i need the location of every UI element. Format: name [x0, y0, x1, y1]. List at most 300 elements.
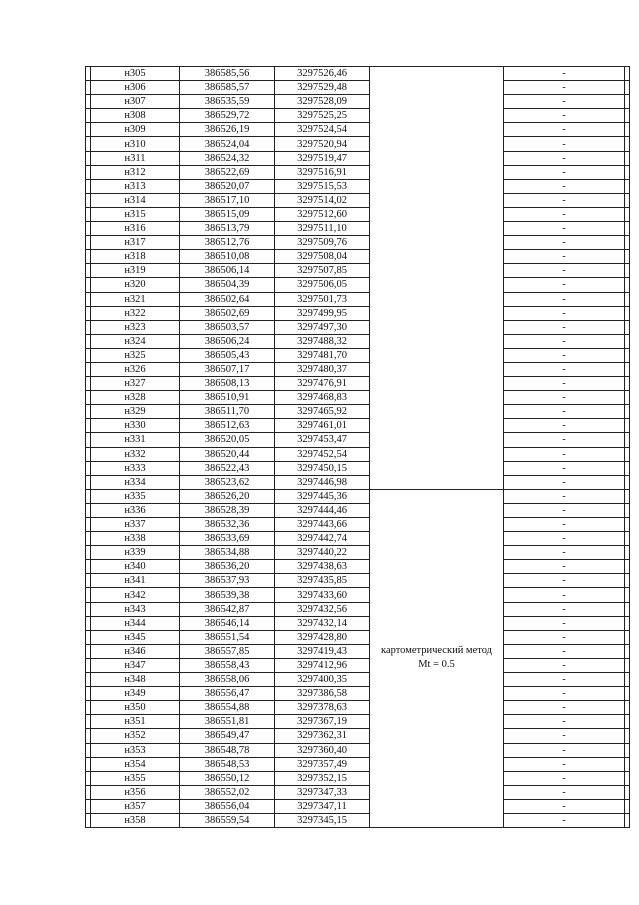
y-coordinate-cell: 3297461,01 — [275, 419, 370, 433]
mark-cell: - — [504, 546, 625, 560]
mark-cell: - — [504, 109, 625, 123]
y-coordinate-cell: 3297433,60 — [275, 588, 370, 602]
right-margin-cell — [625, 207, 630, 221]
table-row — [86, 95, 630, 109]
right-margin-cell — [625, 757, 630, 771]
mark-cell: - — [504, 813, 625, 827]
x-coordinate-cell: 386556,47 — [180, 687, 275, 701]
table-row — [86, 292, 630, 306]
right-margin-cell — [625, 715, 630, 729]
mark-cell: - — [504, 433, 625, 447]
y-coordinate-cell: 3297512,60 — [275, 207, 370, 221]
y-coordinate-cell: 3297445,36 — [275, 489, 370, 503]
point-id-cell: н313 — [91, 179, 180, 193]
right-margin-cell — [625, 264, 630, 278]
x-coordinate-cell: 386536,20 — [180, 560, 275, 574]
mark-cell: - — [504, 729, 625, 743]
mark-cell: - — [504, 207, 625, 221]
y-coordinate-cell: 3297367,19 — [275, 715, 370, 729]
y-coordinate-cell: 3297440,22 — [275, 546, 370, 560]
mark-cell: - — [504, 377, 625, 391]
point-id-cell: н340 — [91, 560, 180, 574]
x-coordinate-cell: 386548,78 — [180, 743, 275, 757]
table-row — [86, 433, 630, 447]
table-row — [86, 419, 630, 433]
table-row — [86, 574, 630, 588]
mark-cell: - — [504, 658, 625, 672]
y-coordinate-cell: 3297347,11 — [275, 799, 370, 813]
right-margin-cell — [625, 701, 630, 715]
table-row — [86, 123, 630, 137]
y-coordinate-cell: 3297519,47 — [275, 151, 370, 165]
x-coordinate-cell: 386522,43 — [180, 461, 275, 475]
x-coordinate-cell: 386550,12 — [180, 771, 275, 785]
right-margin-cell — [625, 813, 630, 827]
table-row — [86, 701, 630, 715]
point-id-cell: н326 — [91, 362, 180, 376]
y-coordinate-cell: 3297506,05 — [275, 278, 370, 292]
y-coordinate-cell: 3297528,09 — [275, 95, 370, 109]
x-coordinate-cell: 386523,62 — [180, 475, 275, 489]
mark-cell: - — [504, 715, 625, 729]
x-coordinate-cell: 386552,02 — [180, 785, 275, 799]
y-coordinate-cell: 3297507,85 — [275, 264, 370, 278]
point-id-cell: н309 — [91, 123, 180, 137]
y-coordinate-cell: 3297432,56 — [275, 602, 370, 616]
table-row — [86, 109, 630, 123]
mark-cell: - — [504, 588, 625, 602]
right-margin-cell — [625, 222, 630, 236]
y-coordinate-cell: 3297465,92 — [275, 405, 370, 419]
x-coordinate-cell: 386551,54 — [180, 630, 275, 644]
table-row — [86, 616, 630, 630]
right-margin-cell — [625, 95, 630, 109]
y-coordinate-cell: 3297481,70 — [275, 348, 370, 362]
mark-cell: - — [504, 193, 625, 207]
point-id-cell: н324 — [91, 334, 180, 348]
method-cell-empty — [370, 67, 504, 490]
y-coordinate-cell: 3297400,35 — [275, 673, 370, 687]
x-coordinate-cell: 386503,57 — [180, 320, 275, 334]
mark-cell: - — [504, 616, 625, 630]
point-id-cell: н330 — [91, 419, 180, 433]
point-id-cell: н338 — [91, 532, 180, 546]
table-row — [86, 729, 630, 743]
x-coordinate-cell: 386506,14 — [180, 264, 275, 278]
x-coordinate-cell: 386512,63 — [180, 419, 275, 433]
y-coordinate-cell: 3297529,48 — [275, 81, 370, 95]
right-margin-cell — [625, 405, 630, 419]
x-coordinate-cell: 386511,70 — [180, 405, 275, 419]
right-margin-cell — [625, 250, 630, 264]
table-row — [86, 560, 630, 574]
y-coordinate-cell: 3297386,58 — [275, 687, 370, 701]
table-row — [86, 179, 630, 193]
y-coordinate-cell: 3297357,49 — [275, 757, 370, 771]
right-margin-cell — [625, 236, 630, 250]
x-coordinate-cell: 386551,81 — [180, 715, 275, 729]
x-coordinate-cell: 386524,32 — [180, 151, 275, 165]
y-coordinate-cell: 3297508,04 — [275, 250, 370, 264]
point-id-cell: н353 — [91, 743, 180, 757]
mark-cell: - — [504, 362, 625, 376]
point-id-cell: н335 — [91, 489, 180, 503]
mark-cell: - — [504, 95, 625, 109]
table-row — [86, 771, 630, 785]
y-coordinate-cell: 3297412,96 — [275, 658, 370, 672]
mark-cell: - — [504, 81, 625, 95]
y-coordinate-cell: 3297501,73 — [275, 292, 370, 306]
mark-cell: - — [504, 503, 625, 517]
table-row — [86, 687, 630, 701]
right-margin-cell — [625, 673, 630, 687]
mark-cell: - — [504, 757, 625, 771]
point-id-cell: н350 — [91, 701, 180, 715]
x-coordinate-cell: 386533,69 — [180, 532, 275, 546]
coordinates-table-body — [86, 67, 630, 828]
right-margin-cell — [625, 560, 630, 574]
x-coordinate-cell: 386506,24 — [180, 334, 275, 348]
right-margin-cell — [625, 532, 630, 546]
coordinates-table-page — [85, 66, 630, 828]
right-margin-cell — [625, 67, 630, 81]
mark-cell: - — [504, 644, 625, 658]
table-row — [86, 151, 630, 165]
mark-cell: - — [504, 292, 625, 306]
point-id-cell: н343 — [91, 602, 180, 616]
x-coordinate-cell: 386542,87 — [180, 602, 275, 616]
right-margin-cell — [625, 123, 630, 137]
point-id-cell: н341 — [91, 574, 180, 588]
x-coordinate-cell: 386510,08 — [180, 250, 275, 264]
mark-cell: - — [504, 391, 625, 405]
x-coordinate-cell: 386558,06 — [180, 673, 275, 687]
right-margin-cell — [625, 334, 630, 348]
right-margin-cell — [625, 179, 630, 193]
right-margin-cell — [625, 278, 630, 292]
table-row — [86, 673, 630, 687]
right-margin-cell — [625, 799, 630, 813]
x-coordinate-cell: 386502,64 — [180, 292, 275, 306]
y-coordinate-cell: 3297444,46 — [275, 503, 370, 517]
x-coordinate-cell: 386548,53 — [180, 757, 275, 771]
point-id-cell: н317 — [91, 236, 180, 250]
point-id-cell: н322 — [91, 306, 180, 320]
y-coordinate-cell: 3297452,54 — [275, 447, 370, 461]
table-row — [86, 475, 630, 489]
right-margin-cell — [625, 616, 630, 630]
table-row — [86, 320, 630, 334]
point-id-cell: н307 — [91, 95, 180, 109]
y-coordinate-cell: 3297476,91 — [275, 377, 370, 391]
x-coordinate-cell: 386557,85 — [180, 644, 275, 658]
x-coordinate-cell: 386535,59 — [180, 95, 275, 109]
right-margin-cell — [625, 306, 630, 320]
right-margin-cell — [625, 729, 630, 743]
mark-cell: - — [504, 67, 625, 81]
point-id-cell: н333 — [91, 461, 180, 475]
method-note-cell: картометрический метод Mt = 0.5 — [370, 489, 504, 827]
x-coordinate-cell: 386512,76 — [180, 236, 275, 250]
mark-cell: - — [504, 334, 625, 348]
y-coordinate-cell: 3297428,80 — [275, 630, 370, 644]
mark-cell: - — [504, 264, 625, 278]
mark-cell: - — [504, 673, 625, 687]
point-id-cell: н347 — [91, 658, 180, 672]
mark-cell: - — [504, 222, 625, 236]
table-row — [86, 518, 630, 532]
table-row — [86, 207, 630, 221]
point-id-cell: н329 — [91, 405, 180, 419]
right-margin-cell — [625, 518, 630, 532]
point-id-cell: н334 — [91, 475, 180, 489]
table-row — [86, 348, 630, 362]
point-id-cell: н308 — [91, 109, 180, 123]
y-coordinate-cell: 3297345,15 — [275, 813, 370, 827]
table-row — [86, 715, 630, 729]
right-margin-cell — [625, 165, 630, 179]
x-coordinate-cell: 386529,72 — [180, 109, 275, 123]
right-margin-cell — [625, 81, 630, 95]
point-id-cell: н332 — [91, 447, 180, 461]
mark-cell: - — [504, 574, 625, 588]
x-coordinate-cell: 386559,54 — [180, 813, 275, 827]
coordinates-table — [85, 66, 630, 828]
mark-cell: - — [504, 348, 625, 362]
table-row — [86, 799, 630, 813]
mark-cell: - — [504, 123, 625, 137]
right-margin-cell — [625, 743, 630, 757]
x-coordinate-cell: 386526,20 — [180, 489, 275, 503]
mark-cell: - — [504, 518, 625, 532]
table-row — [86, 250, 630, 264]
y-coordinate-cell: 3297509,76 — [275, 236, 370, 250]
table-row — [86, 546, 630, 560]
y-coordinate-cell: 3297526,46 — [275, 67, 370, 81]
mark-cell: - — [504, 179, 625, 193]
x-coordinate-cell: 386515,09 — [180, 207, 275, 221]
point-id-cell: н321 — [91, 292, 180, 306]
point-id-cell: н345 — [91, 630, 180, 644]
y-coordinate-cell: 3297524,54 — [275, 123, 370, 137]
x-coordinate-cell: 386520,05 — [180, 433, 275, 447]
x-coordinate-cell: 386522,69 — [180, 165, 275, 179]
right-margin-cell — [625, 489, 630, 503]
mark-cell: - — [504, 799, 625, 813]
mark-cell: - — [504, 630, 625, 644]
right-margin-cell — [625, 785, 630, 799]
table-row — [86, 377, 630, 391]
mark-cell: - — [504, 165, 625, 179]
y-coordinate-cell: 3297520,94 — [275, 137, 370, 151]
right-margin-cell — [625, 348, 630, 362]
point-id-cell: н354 — [91, 757, 180, 771]
mark-cell: - — [504, 320, 625, 334]
right-margin-cell — [625, 687, 630, 701]
point-id-cell: н358 — [91, 813, 180, 827]
point-id-cell: н325 — [91, 348, 180, 362]
right-margin-cell — [625, 419, 630, 433]
table-row — [86, 222, 630, 236]
right-margin-cell — [625, 362, 630, 376]
x-coordinate-cell: 386528,39 — [180, 503, 275, 517]
right-margin-cell — [625, 292, 630, 306]
table-row — [86, 813, 630, 827]
y-coordinate-cell: 3297438,63 — [275, 560, 370, 574]
table-row — [86, 81, 630, 95]
right-margin-cell — [625, 546, 630, 560]
y-coordinate-cell: 3297446,98 — [275, 475, 370, 489]
mark-cell: - — [504, 785, 625, 799]
table-row — [86, 306, 630, 320]
table-row — [86, 757, 630, 771]
y-coordinate-cell: 3297419,43 — [275, 644, 370, 658]
point-id-cell: н314 — [91, 193, 180, 207]
right-margin-cell — [625, 109, 630, 123]
x-coordinate-cell: 386505,43 — [180, 348, 275, 362]
y-coordinate-cell: 3297450,15 — [275, 461, 370, 475]
y-coordinate-cell: 3297516,91 — [275, 165, 370, 179]
right-margin-cell — [625, 658, 630, 672]
x-coordinate-cell: 386546,14 — [180, 616, 275, 630]
right-margin-cell — [625, 447, 630, 461]
table-row — [86, 630, 630, 644]
right-margin-cell — [625, 391, 630, 405]
right-margin-cell — [625, 461, 630, 475]
mark-cell: - — [504, 701, 625, 715]
table-row — [86, 785, 630, 799]
table-row — [86, 602, 630, 616]
y-coordinate-cell: 3297362,31 — [275, 729, 370, 743]
x-coordinate-cell: 386517,10 — [180, 193, 275, 207]
table-row — [86, 278, 630, 292]
y-coordinate-cell: 3297443,66 — [275, 518, 370, 532]
x-coordinate-cell: 386524,04 — [180, 137, 275, 151]
mark-cell: - — [504, 743, 625, 757]
right-margin-cell — [625, 771, 630, 785]
table-row — [86, 461, 630, 475]
table-row — [86, 447, 630, 461]
x-coordinate-cell: 386510,91 — [180, 391, 275, 405]
x-coordinate-cell: 386520,44 — [180, 447, 275, 461]
point-id-cell: н315 — [91, 207, 180, 221]
point-id-cell: н348 — [91, 673, 180, 687]
table-row — [86, 532, 630, 546]
x-coordinate-cell: 386534,88 — [180, 546, 275, 560]
table-row — [86, 165, 630, 179]
mark-cell: - — [504, 475, 625, 489]
mark-cell: - — [504, 405, 625, 419]
y-coordinate-cell: 3297468,83 — [275, 391, 370, 405]
right-margin-cell — [625, 644, 630, 658]
y-coordinate-cell: 3297432,14 — [275, 616, 370, 630]
right-margin-cell — [625, 320, 630, 334]
x-coordinate-cell: 386554,88 — [180, 701, 275, 715]
x-coordinate-cell: 386556,04 — [180, 799, 275, 813]
y-coordinate-cell: 3297352,15 — [275, 771, 370, 785]
x-coordinate-cell: 386532,36 — [180, 518, 275, 532]
mark-cell: - — [504, 489, 625, 503]
table-row — [86, 658, 630, 672]
right-margin-cell — [625, 137, 630, 151]
right-margin-cell — [625, 151, 630, 165]
point-id-cell: н305 — [91, 67, 180, 81]
point-id-cell: н318 — [91, 250, 180, 264]
y-coordinate-cell: 3297488,32 — [275, 334, 370, 348]
x-coordinate-cell: 386508,13 — [180, 377, 275, 391]
x-coordinate-cell: 386520,07 — [180, 179, 275, 193]
y-coordinate-cell: 3297525,25 — [275, 109, 370, 123]
mark-cell: - — [504, 236, 625, 250]
point-id-cell: н310 — [91, 137, 180, 151]
y-coordinate-cell: 3297499,95 — [275, 306, 370, 320]
mark-cell: - — [504, 419, 625, 433]
right-margin-cell — [625, 574, 630, 588]
point-id-cell: н344 — [91, 616, 180, 630]
point-id-cell: н316 — [91, 222, 180, 236]
mark-cell: - — [504, 560, 625, 574]
mark-cell: - — [504, 306, 625, 320]
right-margin-cell — [625, 377, 630, 391]
x-coordinate-cell: 386585,56 — [180, 67, 275, 81]
mark-cell: - — [504, 461, 625, 475]
mark-cell: - — [504, 137, 625, 151]
table-row — [86, 503, 630, 517]
point-id-cell: н355 — [91, 771, 180, 785]
point-id-cell: н356 — [91, 785, 180, 799]
mark-cell: - — [504, 278, 625, 292]
x-coordinate-cell: 386507,17 — [180, 362, 275, 376]
point-id-cell: н312 — [91, 165, 180, 179]
mark-cell: - — [504, 151, 625, 165]
x-coordinate-cell: 386526,19 — [180, 123, 275, 137]
x-coordinate-cell: 386537,93 — [180, 574, 275, 588]
table-row — [86, 743, 630, 757]
point-id-cell: н357 — [91, 799, 180, 813]
y-coordinate-cell: 3297480,37 — [275, 362, 370, 376]
point-id-cell: н339 — [91, 546, 180, 560]
right-margin-cell — [625, 588, 630, 602]
point-id-cell: н306 — [91, 81, 180, 95]
right-margin-cell — [625, 475, 630, 489]
table-row — [86, 67, 630, 81]
point-id-cell: н327 — [91, 377, 180, 391]
y-coordinate-cell: 3297347,33 — [275, 785, 370, 799]
point-id-cell: н342 — [91, 588, 180, 602]
table-row — [86, 137, 630, 151]
mark-cell: - — [504, 771, 625, 785]
point-id-cell: н328 — [91, 391, 180, 405]
point-id-cell: н352 — [91, 729, 180, 743]
right-margin-cell — [625, 503, 630, 517]
table-row — [86, 193, 630, 207]
point-id-cell: н349 — [91, 687, 180, 701]
mark-cell: - — [504, 447, 625, 461]
table-row — [86, 588, 630, 602]
x-coordinate-cell: 386513,79 — [180, 222, 275, 236]
right-margin-cell — [625, 433, 630, 447]
y-coordinate-cell: 3297514,02 — [275, 193, 370, 207]
point-id-cell: н336 — [91, 503, 180, 517]
point-id-cell: н331 — [91, 433, 180, 447]
x-coordinate-cell: 386558,43 — [180, 658, 275, 672]
mark-cell: - — [504, 532, 625, 546]
x-coordinate-cell: 386504,39 — [180, 278, 275, 292]
y-coordinate-cell: 3297497,30 — [275, 320, 370, 334]
y-coordinate-cell: 3297515,53 — [275, 179, 370, 193]
mark-cell: - — [504, 602, 625, 616]
table-row — [86, 489, 630, 503]
